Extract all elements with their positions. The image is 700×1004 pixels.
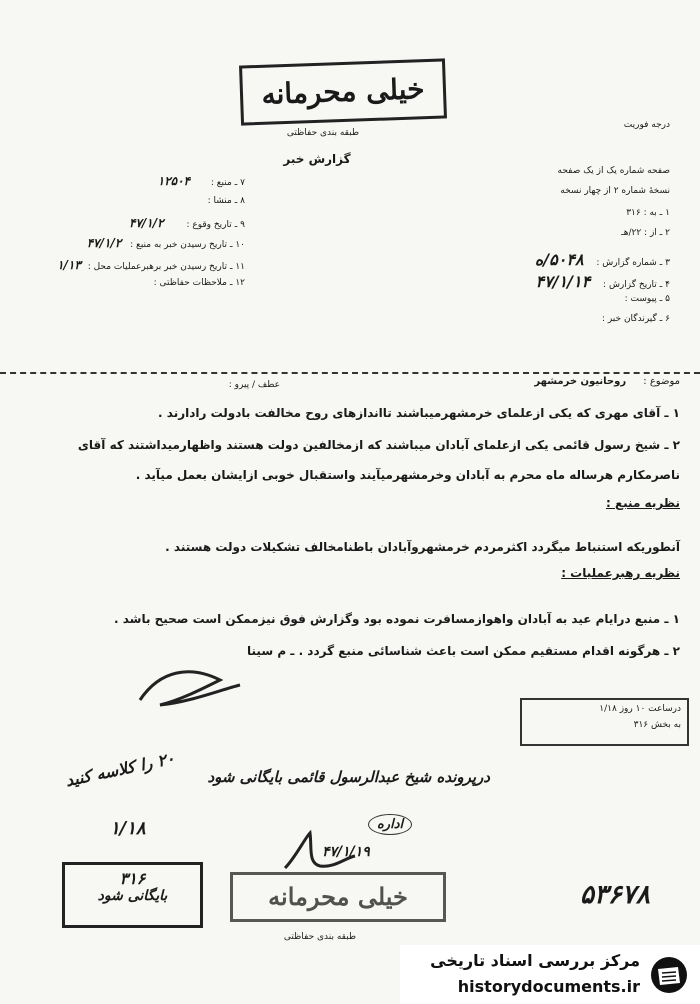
field-news-to-ops-date <box>0 258 245 272</box>
received-line-1: درساعت ۱۰ روز ۱/۱۸ <box>599 704 681 714</box>
field-news-to-source-value: ۴۷/۱/۲ <box>86 236 122 250</box>
report-title: گزارش خبر <box>283 152 351 166</box>
received-stamp <box>520 698 689 746</box>
field-news-to-ops-value: ۱/۱۳ <box>57 258 81 272</box>
field-origin-label: ۸ ـ منشا : <box>207 196 245 206</box>
field-news-to-source-label: ۱۰ ـ تاریخ رسیدن خبر به منبع : <box>130 240 245 250</box>
body-line-2: ۲ ـ شیخ رسول قائمی یکی ازعلمای آبادان میباشند که ازمخالفین دولت هستند واظهارمیداشتند که آقای <box>77 438 680 452</box>
field-occurrence-label: ۹ ـ تاریخ وقوع : <box>186 220 245 230</box>
field-news-to-ops-label: ۱۱ ـ تاریخ رسیدن خبر برهبرعملیات محل : <box>87 262 245 272</box>
field-origin <box>0 196 245 206</box>
archive-box-label: بایگانی شود <box>97 888 168 904</box>
report-number-value: ۵۰۴۸/ه <box>534 250 584 269</box>
signature-scribble <box>130 660 250 720</box>
center-signature <box>280 828 360 878</box>
subject-value: روحانیون خرمشهر <box>534 376 627 387</box>
classification-label-top: طبقه بندی حفاظتی <box>286 128 360 138</box>
bottom-classification-stamp <box>230 872 446 922</box>
ops-line-2: ۲ ـ هرگونه اقدام مستقیم ممکن است باعث شناسائی منبع گردد . ـ م سینا <box>247 644 680 658</box>
field-security-notes-label: ۱۲ ـ ملاحظات حفاظتی : <box>153 278 245 288</box>
body-line-1: ۱ ـ آقای مهری که یکی ازعلمای خرمشهرمیباشند تااندازهای روح مخالفت بادولت رادارند . <box>158 406 680 420</box>
field-source <box>0 174 245 188</box>
source-opinion: آنطوریکه استنباط میگردد اکثرمردم خرمشهروآبادان باطنامخالف تشکیلات دولت هستند . <box>165 540 680 554</box>
top-classification-stamp <box>239 58 447 125</box>
watermark-title: مرکز بررسی اسناد تاریخی <box>430 951 640 970</box>
handwritten-center-top: اداره <box>368 814 412 835</box>
classification-label-bottom: طبقه بندی حفاظتی <box>283 932 357 942</box>
handwritten-right-number: ۵۳۶۷۸ <box>580 880 650 910</box>
to-field: ۱ ـ به : ۳۱۶ <box>626 208 670 218</box>
archive-box-number: ۳۱۶ <box>119 869 146 888</box>
watermark-url: historydocuments.ir <box>457 977 640 996</box>
page-number: صفحه شماره یک از یک صفحه <box>557 166 670 176</box>
top-stamp-text: خیلی محرمانه <box>260 72 425 111</box>
copy-number: نسخهٔ شماره ۲ از چهار نسخه <box>560 186 670 196</box>
handwritten-note-left: ۲۰ را کلاسه کنید <box>63 748 177 791</box>
subject-label: موضوع : <box>643 376 680 387</box>
received-line-2: به بخش ۳۱۶ <box>633 720 681 730</box>
subject-line <box>440 376 680 387</box>
watermark-logo-icon <box>648 955 690 995</box>
report-number-field <box>380 250 670 269</box>
ops-line-1: ۱ ـ منبع درایام عید به آبادان واهوازمسافرت نموده بود وگزارش فوق نیزممکن است صحیح باشد . <box>113 612 680 626</box>
recipients-field: ۶ ـ گیرندگان خبر : <box>601 314 670 324</box>
handwritten-date-left: ۱/۱۸ <box>110 818 146 839</box>
report-date-value: ۴۷/۱/۱۴ <box>535 272 591 291</box>
attachment-field: ۵ ـ پیوست : <box>624 294 670 304</box>
ref-label: عطف / پیرو : <box>228 380 280 390</box>
report-number-label: ۳ ـ شماره گزارش : <box>596 258 670 268</box>
bottom-stamp-text: خیلی محرمانه <box>268 882 408 911</box>
field-occurrence-date <box>0 216 245 230</box>
handwritten-center-date: ۴۷/۱/۱۹ <box>322 844 370 860</box>
ops-opinion-label: نظریه رهبرعملیات : <box>561 566 680 580</box>
report-date-field <box>380 272 670 291</box>
priority-label: درجه فوریت <box>623 120 670 130</box>
handwritten-note-archive: درپرونده شیخ عبدالرسول قائمی بایگانی شود <box>207 768 490 786</box>
source-opinion-label: نظریه منبع : <box>605 496 680 510</box>
field-occurrence-value: ۴۷/۱/۲ <box>129 216 164 230</box>
report-date-label: ۴ ـ تاریخ گزارش : <box>603 280 670 290</box>
section-divider <box>0 372 700 374</box>
field-source-label: ۷ ـ منبع : <box>210 178 245 188</box>
archive-box <box>62 862 203 928</box>
from-field: ۲ ـ از : ۲۲/هـ <box>621 228 670 238</box>
field-security-notes <box>0 278 245 288</box>
field-news-to-source-date <box>0 236 245 250</box>
field-source-value: ۱۲۵۰۴ <box>157 174 190 188</box>
watermark <box>400 945 700 1004</box>
body-line-3: ناصرمکارم هرساله ماه محرم به آبادان وخرمشهرمیآیند واستقبال خوبی ازایشان بعمل میآید . <box>135 468 680 482</box>
